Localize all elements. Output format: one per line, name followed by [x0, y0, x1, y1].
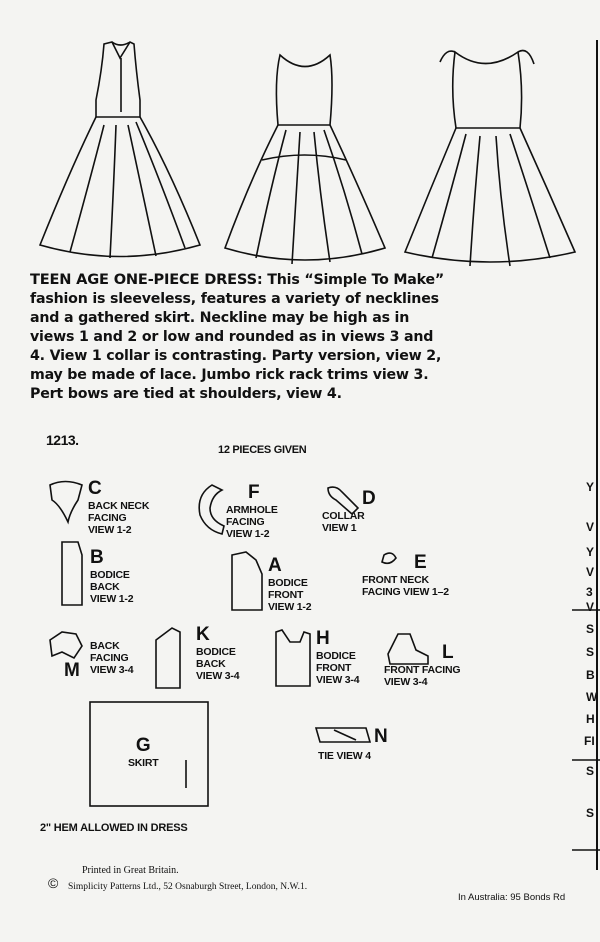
description-line-5: 4. View 1 collar is contrasting. Party version, view 2, — [30, 348, 442, 364]
piece-e-label-2: FACING VIEW 1–2 — [362, 586, 449, 598]
pattern-number: 1213. — [46, 432, 79, 448]
piece-m-label-2: FACING — [90, 652, 129, 664]
piece-a-label-1: BODICE — [268, 577, 308, 589]
piece-f-label-1: ARMHOLE — [226, 504, 278, 516]
piece-c-shape — [50, 482, 82, 523]
piece-a — [268, 555, 311, 613]
piece-c-letter: C — [88, 478, 102, 499]
piece-c-label-1: BACK NECK — [88, 500, 150, 512]
right-letter-2: V — [586, 520, 595, 534]
printed-in: Printed in Great Britain. — [82, 865, 179, 876]
piece-l-letter: L — [442, 642, 454, 663]
piece-l — [384, 642, 460, 688]
right-letter-14: S — [586, 806, 595, 820]
right-letter-9: B — [586, 668, 595, 682]
pieces-given: 12 PIECES GIVEN — [218, 444, 307, 456]
piece-d — [322, 488, 376, 534]
piece-b — [90, 547, 133, 605]
piece-f-label-3: VIEW 1-2 — [226, 528, 270, 540]
right-letter-10: W — [586, 690, 598, 704]
piece-k-letter: K — [196, 624, 210, 645]
piece-n — [318, 726, 388, 762]
description-line-1: This “Simple To Make” — [267, 272, 445, 288]
piece-h — [316, 628, 359, 686]
right-letter-7: S — [586, 622, 595, 636]
right-letter-11: H — [586, 712, 595, 726]
piece-m-label-3: VIEW 3-4 — [90, 664, 134, 676]
piece-h-letter: H — [316, 628, 330, 649]
piece-k-shape — [156, 628, 180, 688]
piece-f-letter: F — [248, 482, 260, 503]
piece-d-label-1: COLLAR — [322, 510, 365, 522]
piece-h-label-2: FRONT — [316, 662, 352, 674]
description-line-7: Pert bows are tied at shoulders, view 4. — [30, 386, 342, 402]
right-letter-12: FI — [584, 734, 595, 748]
piece-k-label-3: VIEW 3-4 — [196, 670, 240, 682]
right-letter-1: Y — [586, 480, 595, 494]
right-letter-5: 3 — [586, 585, 593, 599]
piece-c-label-2: FACING — [88, 512, 127, 524]
piece-l-label-1: FRONT FACING — [384, 664, 461, 676]
piece-h-label-3: VIEW 3-4 — [316, 674, 360, 686]
piece-k — [196, 624, 239, 682]
piece-b-label-3: VIEW 1-2 — [90, 593, 134, 605]
piece-h-label-1: BODICE — [316, 650, 356, 662]
piece-e-letter: E — [414, 552, 427, 573]
right-letter-6: V — [586, 600, 595, 614]
piece-k-label-1: BODICE — [196, 646, 236, 658]
piece-g — [128, 735, 159, 769]
piece-b-shape — [62, 542, 82, 605]
description-line-2: fashion is sleeveless, features a variety of necklines — [30, 291, 439, 307]
australia-address: In Australia: 95 Bonds Rd — [458, 892, 566, 903]
piece-m-letter: M — [64, 660, 80, 681]
piece-b-label-1: BODICE — [90, 569, 130, 581]
description-line-4: views 1 and 2 or low and rounded as in views 3 and — [30, 329, 434, 345]
description-line-3: and a gathered skirt. Neckline may be high as in — [30, 310, 410, 326]
piece-l-label-2: VIEW 3-4 — [384, 676, 428, 688]
piece-f — [226, 482, 278, 540]
piece-d-letter: D — [362, 488, 376, 509]
piece-m-label-1: BACK — [90, 640, 120, 652]
piece-g-label-1: SKIRT — [128, 757, 159, 769]
right-letter-4: V — [586, 565, 595, 579]
piece-g-letter: G — [135, 735, 151, 756]
piece-e — [362, 552, 449, 598]
publisher-address: Simplicity Patterns Ltd., 52 Osnaburgh Street, London, N.W.1. — [68, 882, 308, 892]
piece-a-label-2: FRONT — [268, 589, 304, 601]
piece-c — [88, 478, 149, 536]
right-letter-13: S — [586, 764, 595, 778]
piece-n-label-1: TIE VIEW 4 — [318, 750, 371, 762]
piece-a-shape — [232, 552, 262, 610]
piece-k-label-2: BACK — [196, 658, 226, 670]
hem-note: 2" HEM ALLOWED IN DRESS — [40, 822, 188, 834]
piece-m — [64, 640, 134, 681]
right-letter-3: Y — [586, 545, 595, 559]
piece-d-label-2: VIEW 1 — [322, 522, 357, 534]
description-lead: TEEN AGE ONE-PIECE DRESS: — [30, 271, 263, 288]
piece-h-shape — [276, 630, 310, 686]
piece-c-label-3: VIEW 1-2 — [88, 524, 132, 536]
piece-n-letter: N — [374, 726, 388, 747]
piece-e-label-1: FRONT NECK — [362, 574, 429, 586]
description-line-6: may be made of lace. Jumbo rick rack trims view 3. — [30, 367, 429, 383]
piece-a-label-3: VIEW 1-2 — [268, 601, 312, 613]
piece-f-label-2: FACING — [226, 516, 265, 528]
piece-b-label-2: BACK — [90, 581, 120, 593]
copyright-symbol: © — [48, 875, 59, 891]
piece-a-letter: A — [268, 555, 282, 576]
right-letter-8: S — [586, 645, 595, 659]
piece-b-letter: B — [90, 547, 104, 568]
piece-f-shape — [199, 485, 224, 534]
